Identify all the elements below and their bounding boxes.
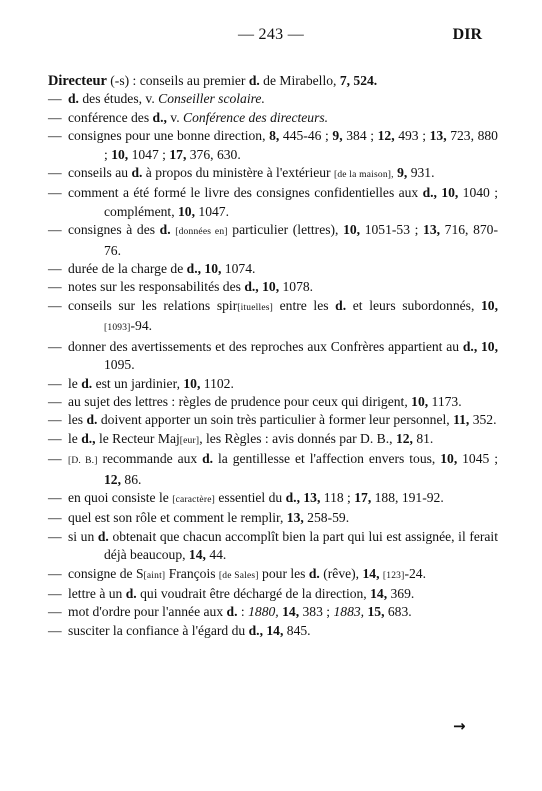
entry-text: v. [166, 109, 183, 125]
entry-text: 258-59. [303, 510, 350, 526]
subentry-dash: — [48, 109, 62, 125]
entry-text: quel est son rôle et comment le remplir, [68, 510, 287, 526]
index-subentry [48, 278, 498, 296]
italic-text: 1883, [333, 604, 365, 620]
subentry-dash: — [48, 261, 62, 277]
bold-ref: d. [226, 604, 238, 620]
entry-text: des études, v. [78, 91, 159, 107]
entry-text: consignes pour une bonne direction, [68, 128, 270, 144]
italic-text: Conférence des directeurs. [183, 109, 329, 125]
index-subentry [48, 109, 498, 127]
running-head: DIR [452, 26, 482, 43]
bold-ref: 14, [362, 565, 380, 581]
bold-ref: d. [125, 585, 137, 601]
index-subentry [48, 184, 498, 221]
bold-ref: 10, [183, 375, 201, 391]
entry-text: 86. [121, 471, 142, 487]
entry-text: -94. [130, 318, 153, 334]
bold-ref: d., [152, 109, 167, 125]
entry-text: 931. [407, 165, 435, 181]
entry-text: 1078. [279, 279, 314, 295]
bold-ref: 14, [188, 547, 206, 563]
index-subentry [48, 450, 498, 489]
entry-text: obtenait que chacun accomplît bien la part qui lui est assignée, il ferait déjà beaucoup, [104, 528, 498, 563]
entry-text: donner des avertissements et des reproches aux Confrères appartient au [68, 338, 463, 354]
entry-text: , les Règles : avis donnés par D. B., [199, 430, 396, 446]
index-subentry [48, 375, 498, 393]
entry-text: 1047 ; [128, 146, 170, 162]
bold-ref: 12, [377, 128, 395, 144]
bold-ref: d. [202, 451, 214, 467]
subentry-dash: — [48, 375, 62, 391]
subentry-dash: — [48, 604, 62, 620]
bold-ref: 10, [481, 297, 498, 313]
entry-text: qui voudrait être déchargé de la direction, [136, 585, 371, 601]
bold-ref: 10, [204, 261, 222, 277]
entry-text: 1040 ; complément, [104, 185, 498, 219]
subentry-dash: — [48, 338, 62, 354]
bold-ref: 10, [111, 146, 129, 162]
subentry-dash: — [48, 430, 62, 446]
index-subentry [48, 221, 498, 260]
entry-text: pour les [258, 565, 309, 581]
bold-ref: d. [97, 528, 109, 544]
entry-text: essentiel du [215, 489, 286, 505]
entry-text: (rêve), [319, 565, 363, 581]
headword: Directeur [48, 73, 107, 89]
subentry-dash: — [48, 185, 62, 201]
editorial-insert: [eur] [179, 435, 200, 446]
entry-text: au sujet des lettres : règles de prudence pour ceux qui dirigent, [68, 393, 412, 409]
editorial-insert: [données en] [175, 227, 228, 238]
bold-ref: 11, [453, 412, 470, 428]
entry-text: 845. [283, 622, 311, 638]
entry-text: recommande aux [97, 451, 203, 467]
entry-text: mot d'ordre pour l'année aux [68, 604, 227, 620]
entry-text: -24. [404, 565, 426, 581]
entry-text: 1095. [104, 357, 135, 373]
entry-text: 1173. [428, 393, 462, 409]
bold-ref: 10, [441, 185, 459, 201]
index-subentry [48, 585, 498, 603]
bold-ref: d. [159, 222, 171, 238]
bold-ref: 12, [104, 471, 121, 487]
entry-text: conseils au [68, 165, 132, 181]
index-subentry [48, 297, 498, 338]
bold-ref: 10, [343, 222, 361, 238]
index-subentry [48, 393, 498, 411]
index-subentry [48, 338, 498, 375]
headword-suffix: (-s) : conseils au premier [106, 73, 249, 88]
entry-text: 384 ; [342, 128, 378, 144]
entry-text: 1051-53 ; [360, 222, 424, 238]
index-subentry [48, 260, 498, 278]
bold-ref: d., [248, 622, 263, 638]
subentry-dash: — [48, 489, 62, 505]
bold-ref: 13, [429, 128, 447, 144]
index-subentry [48, 528, 498, 565]
editorial-insert: [de Sales] [218, 570, 259, 581]
abbrev-d: d. [248, 73, 260, 88]
bold-ref: 17, [354, 489, 372, 505]
editorial-insert: [D. B.] [68, 456, 98, 467]
entry-text: 81. [412, 430, 434, 446]
entry-text: le [68, 375, 82, 391]
subentry-dash: — [48, 510, 62, 526]
bold-ref: d., [422, 185, 437, 201]
entry-text: de Mirabello, [259, 73, 340, 88]
entry-text: 723, 880 ; [104, 128, 498, 162]
index-subentry [48, 565, 498, 585]
subentry-dash: — [48, 279, 62, 295]
editorial-insert: [1093] [104, 323, 131, 334]
index-body [48, 72, 498, 640]
editorial-insert: [de la maison], [333, 170, 394, 181]
italic-text: 1880, [248, 604, 279, 620]
bold-ref: 15, [367, 604, 385, 620]
entry-text: lettre à un [68, 585, 126, 601]
editorial-insert: [123] [382, 570, 405, 581]
entry-text: conseils sur les relations spir [68, 297, 238, 313]
subentry-dash: — [48, 165, 62, 181]
entry-text: et leurs subordonnés, [346, 297, 481, 313]
volume-ref: 7, 524. [339, 73, 378, 88]
entry-text: entre les [273, 297, 336, 313]
bold-ref: 14, [370, 585, 388, 601]
subentry-dash: — [48, 128, 62, 144]
bold-ref: 10, [411, 393, 429, 409]
bold-ref: 10, [481, 338, 498, 354]
editorial-insert: [aint] [143, 570, 166, 581]
bold-ref: d. [86, 412, 98, 428]
subentry-dash: — [48, 393, 62, 409]
index-subentry [48, 90, 498, 108]
entry-text: 716, 870-76. [104, 222, 499, 258]
entry-text: consigne de S [68, 565, 144, 581]
subentry-dash: — [48, 91, 62, 107]
entry-text: durée de la charge de [68, 261, 187, 277]
bold-ref: 13, [286, 510, 304, 526]
entry-text: susciter la confiance à l'égard du [68, 622, 249, 638]
entry-text: 188, 191-92. [371, 489, 444, 505]
entry-text: la gentillesse et l'affection envers tous, [213, 451, 441, 467]
bold-ref: d. [68, 91, 79, 107]
bold-ref: d., [186, 261, 201, 277]
entry-text: 383 ; [299, 604, 334, 620]
entry-text: conférence des [68, 109, 153, 125]
entry-text: est un jardinier, [92, 375, 184, 391]
subentry-dash: — [48, 565, 62, 581]
bold-ref: 12, [395, 430, 413, 446]
entry-text: François [165, 565, 219, 581]
bold-ref: d., [81, 430, 96, 446]
entry-text: à propos du ministère à l'extérieur [142, 165, 334, 181]
entry-text: 683. [384, 604, 412, 620]
entry-text: le [68, 430, 82, 446]
bold-ref: 10, [262, 279, 280, 295]
italic-text: Conseiller scolaire. [158, 91, 265, 107]
index-subentry [48, 127, 498, 164]
index-subentry [48, 509, 498, 527]
subentry-dash: — [48, 451, 62, 467]
entry-text: 1102. [200, 375, 234, 391]
bold-ref: d. [335, 297, 347, 313]
subentry-dash: — [48, 222, 62, 238]
editorial-insert: [caractère] [172, 494, 215, 505]
subentry-dash: — [48, 297, 62, 313]
entry-text: 1047. [195, 203, 229, 219]
entry-text: doivent apporter un soin très particulier à former leur personnel, [97, 412, 454, 428]
index-subentry [48, 430, 498, 450]
bold-ref: d. [308, 565, 320, 581]
entry-text: 118 ; [320, 489, 355, 505]
continue-arrow-icon: → [453, 717, 466, 735]
entry-text: 1045 ; [457, 451, 498, 467]
entry-text: 44. [205, 547, 227, 563]
bold-ref: d., [285, 489, 300, 505]
bold-ref: 10, [178, 203, 195, 219]
entry-text: notes sur les responsabilités des [68, 279, 245, 295]
page-header [0, 26, 542, 48]
entry-text: 1074. [221, 261, 256, 277]
bold-ref: d., [244, 279, 259, 295]
entry-text: 493 ; [394, 128, 430, 144]
bold-ref: d., [462, 338, 478, 354]
index-subentry [48, 164, 498, 184]
entry-text: 369. [387, 585, 415, 601]
bold-ref: 13, [423, 222, 441, 238]
entry-text: comment a été formé le livre des consignes confidentielles aux [68, 185, 423, 201]
entry-text: si un [68, 528, 98, 544]
bold-ref: 10, [440, 451, 458, 467]
bold-ref: 14, [282, 604, 300, 620]
bold-ref: 9, [332, 128, 343, 144]
index-subentry [48, 622, 498, 640]
bold-ref: 9, [397, 165, 408, 181]
subentry-dash: — [48, 412, 62, 428]
index-subentry [48, 603, 498, 621]
entry-text: 352. [469, 412, 497, 428]
subentry-dash: — [48, 585, 62, 601]
bold-ref: 8, [269, 128, 280, 144]
entry-text: consignes à des [68, 222, 160, 238]
subentry-dash: — [48, 622, 62, 638]
subentry-dash: — [48, 528, 62, 544]
index-subentry [48, 489, 498, 509]
index-entry-main [48, 72, 498, 90]
bold-ref: 14, [266, 622, 284, 638]
entry-text: : [237, 604, 249, 620]
sub-entries [48, 90, 498, 640]
entry-text: le Recteur Maj [95, 430, 180, 446]
bold-ref: d. [81, 375, 93, 391]
bold-ref: d. [131, 165, 143, 181]
entry-text: particulier (lettres), [227, 222, 344, 238]
entry-text: les [68, 412, 87, 428]
bold-ref: 13, [303, 489, 321, 505]
editorial-insert: [ituelles] [237, 302, 273, 313]
bold-ref: 17, [169, 146, 187, 162]
page-number: — 243 — [237, 26, 305, 43]
index-subentry [48, 411, 498, 429]
entry-text: 376, 630. [186, 146, 241, 162]
entry-text: en quoi consiste le [68, 489, 173, 505]
entry-text: 445-46 ; [279, 128, 333, 144]
